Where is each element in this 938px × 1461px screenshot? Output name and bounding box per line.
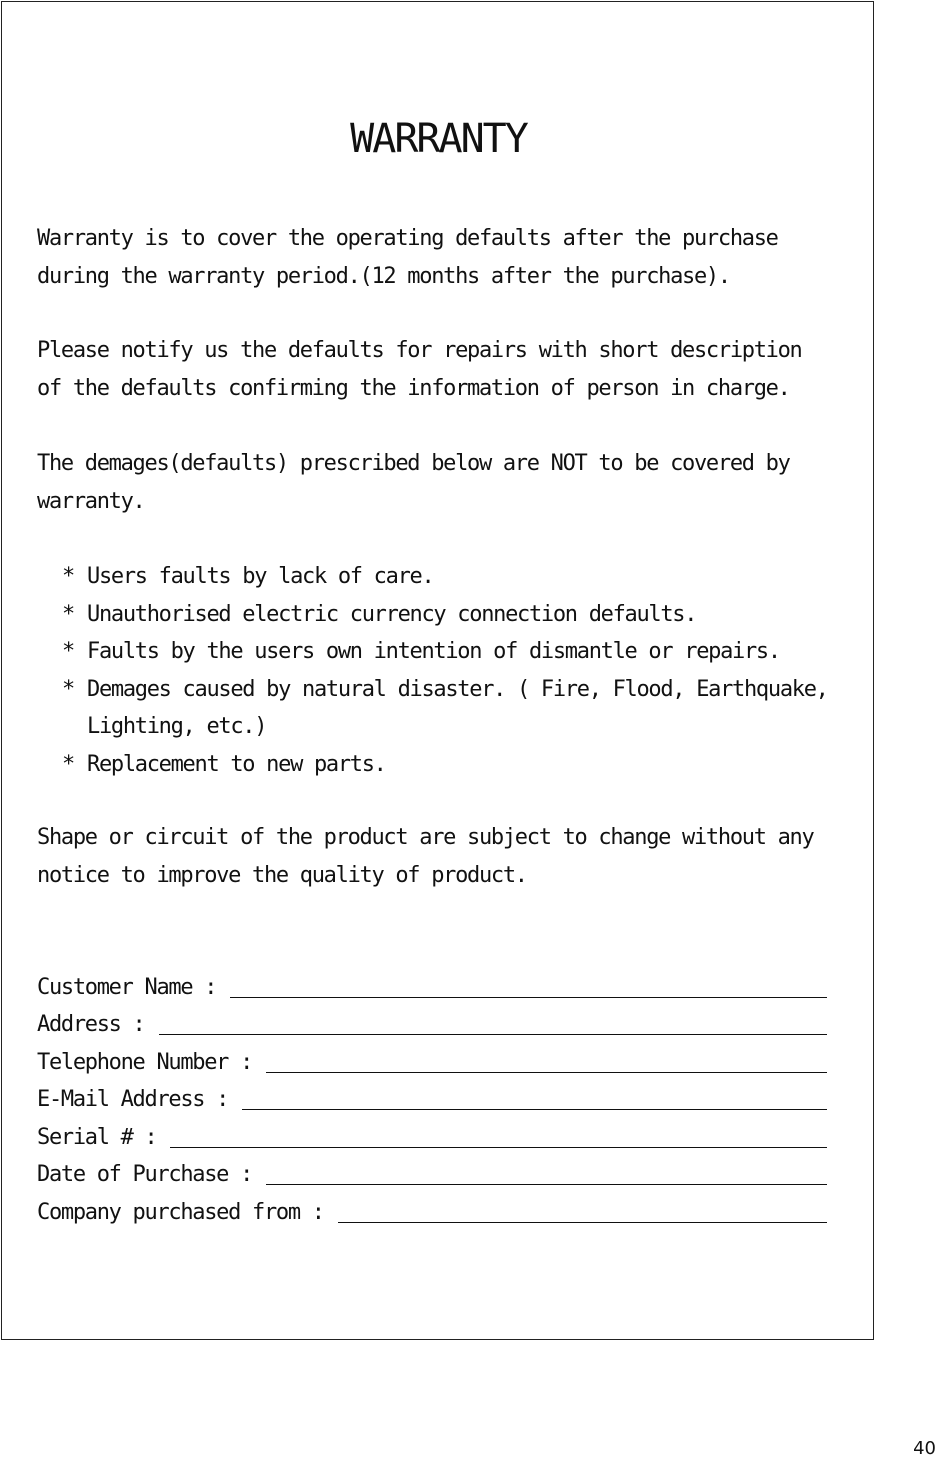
email-label: E-Mail Address : (37, 1087, 229, 1112)
list-item-text: Unauthorised electric currency connection defaults. (87, 601, 697, 627)
list-item-continuation: Lighting, etc.) (87, 714, 267, 739)
list-item (62, 633, 828, 671)
warranty-coverage-paragraph (37, 220, 867, 295)
list-item-text: Users faults by lack of care. (87, 564, 434, 589)
list-item (62, 596, 828, 634)
serial-field (37, 1119, 827, 1157)
customer-name-field (37, 969, 827, 1007)
purchase-date-label: Date of Purchase : (37, 1162, 253, 1187)
list-item-text: Faults by the users own intention of dismantle or repairs. (87, 639, 780, 664)
email-blank[interactable] (242, 1083, 827, 1110)
list-item (62, 671, 828, 746)
address-field (37, 1006, 827, 1044)
notify-paragraph (37, 332, 867, 407)
purchase-date-blank[interactable] (266, 1158, 827, 1185)
list-item (62, 558, 828, 596)
paragraph-line: during the warranty period.(12 months after the purchase). (37, 263, 730, 289)
list-item-text: Replacement to new parts. (87, 751, 386, 777)
paragraph-line: warranty. (37, 488, 145, 514)
purchase-date-field (37, 1156, 827, 1194)
customer-name-label: Customer Name : (37, 975, 217, 1000)
company-field (37, 1194, 827, 1232)
address-blank[interactable] (159, 1008, 827, 1035)
serial-label: Serial # : (37, 1125, 157, 1150)
telephone-blank[interactable] (266, 1046, 827, 1073)
list-item-text: Demages caused by natural disaster. ( Fire, Flood, Earthquake, (87, 676, 828, 702)
company-blank[interactable] (338, 1196, 827, 1223)
paragraph-line: notice to improve the quality of product. (37, 862, 527, 888)
bullet-marker: * (62, 751, 74, 777)
bullet-marker: * (62, 564, 74, 589)
bullet-marker: * (62, 639, 74, 664)
exclusions-list (62, 558, 828, 783)
company-label: Company purchased from : (37, 1200, 324, 1225)
page-number: 40 (913, 1438, 936, 1459)
email-field (37, 1081, 827, 1119)
paragraph-line: The demages(defaults) prescribed below are NOT to be covered by (37, 451, 790, 476)
list-item (62, 746, 828, 784)
page-title: WARRANTY (350, 116, 527, 162)
customer-name-blank[interactable] (230, 971, 827, 998)
exclusions-intro-paragraph (37, 445, 867, 520)
paragraph-line: Shape or circuit of the product are subject to change without any (37, 825, 814, 850)
product-change-paragraph (37, 819, 867, 894)
bullet-marker: * (62, 601, 74, 627)
address-label: Address : (37, 1012, 145, 1037)
paragraph-line: of the defaults confirming the information of person in charge. (37, 375, 790, 401)
paragraph-line: Please notify us the defaults for repairs with short description (37, 338, 802, 363)
serial-blank[interactable] (170, 1121, 827, 1148)
warranty-frame (1, 1, 874, 1340)
paragraph-line: Warranty is to cover the operating defaults after the purchase (37, 226, 778, 251)
bullet-marker: * (62, 676, 74, 702)
telephone-field (37, 1044, 827, 1082)
telephone-label: Telephone Number : (37, 1050, 253, 1075)
